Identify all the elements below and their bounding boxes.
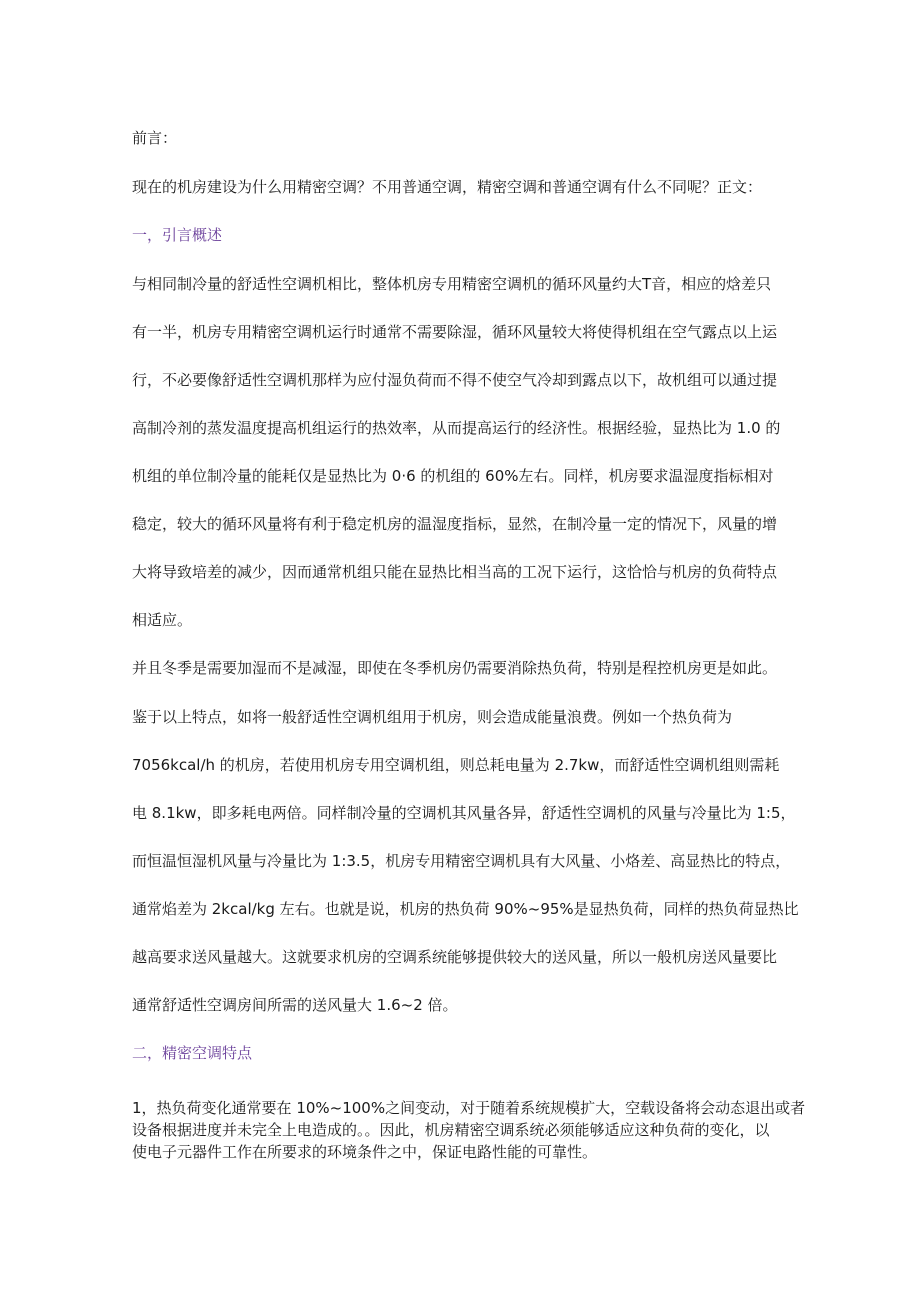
text-line: 相适应。 <box>132 611 193 629</box>
text-line: 有一半，机房专用精密空调机运行时通常不需要除湿，循环风量较大将使得机组在空气露点以上运 <box>132 323 778 341</box>
text-line: 行，不必要像舒适性空调机那样为应付湿负荷而不得不使空气冷却到露点以下，故机组可以通过提 <box>132 371 778 389</box>
text-line: 大将导致培差的减少，因而通常机组只能在显热比相当高的工况下运行，这恰恰与机房的负荷特点 <box>132 563 778 581</box>
text-line: 通常焰差为 2kcal∕kg 左右。也就是说，机房的热负荷 90%~95%是显热负荷，同样的热负荷显热比 <box>132 900 799 918</box>
text-line: 1，热负荷变化通常要在 10%~100%之间变动，对于随着系统规模扩大，空载设备将会动态退出或者 <box>132 1099 806 1117</box>
text-line: 越高要求送风量越大。这就要求机房的空调系统能够提供较大的送风量，所以一般机房送风量要比 <box>132 948 778 966</box>
text-line: 设备根据进度并未完全上电造成的。。因此，机房精密空调系统必须能够适应这种负荷的变化，以 <box>132 1121 770 1139</box>
section-heading-intro: 一，引言概述 <box>132 226 223 244</box>
text-line: 而恒温恒湿机风量与冷量比为 1:3.5，机房专用精密空调机具有大风量、小烙差、高显热比的特点， <box>132 852 791 870</box>
intro-question: 现在的机房建设为什么用精密空调？不用普通空调，精密空调和普通空调有什么不同呢？正文： <box>132 178 763 196</box>
preface-label: 前言： <box>132 129 178 147</box>
text-line: 与相同制冷量的舒适性空调机相比，整体机房专用精密空调机的循环风量约大T音，相应的焓差只 <box>132 275 772 293</box>
text-line: 7056kcal∕h 的机房，若使用机房专用空调机组，则总耗电量为 2.7kw，而舒适性空调机组则需耗 <box>132 756 780 774</box>
text-line: 高制冷剂的蒸发温度提高机组运行的热效率，从而提高运行的经济性。根据经验，显热比为 1.0 的 <box>132 419 781 437</box>
section-heading-features: 二，精密空调特点 <box>132 1044 253 1062</box>
section1-paragraph2: 并且冬季是需要加湿而不是减湿，即使在冬季机房仍需要消除热负荷，特别是程控机房更是如此。 <box>132 659 778 677</box>
text-line: 电 8.1kw，即多耗电两倍。同样制冷量的空调机其风量各异，舒适性空调机的风量与冷量比为 1:5， <box>132 804 796 822</box>
text-line: 鉴于以上特点，如将一般舒适性空调机组用于机房，则会造成能量浪费。例如一个热负荷为 <box>132 708 733 726</box>
text-line: 稳定，较大的循环风量将有利于稳定机房的温湿度指标，显然，在制冷量一定的情况下，风量的增 <box>132 515 778 533</box>
text-line: 通常舒适性空调房间所需的送风量大 1.6~2 倍。 <box>132 996 458 1014</box>
text-line: 机组的单位制冷量的能耗仅是显热比为 0·6 的机组的 60%左右。同样，机房要求温湿度指标相对 <box>132 467 774 485</box>
text-line: 使电子元器件工作在所要求的环境条件之中，保证电路性能的可靠性。 <box>132 1143 598 1161</box>
